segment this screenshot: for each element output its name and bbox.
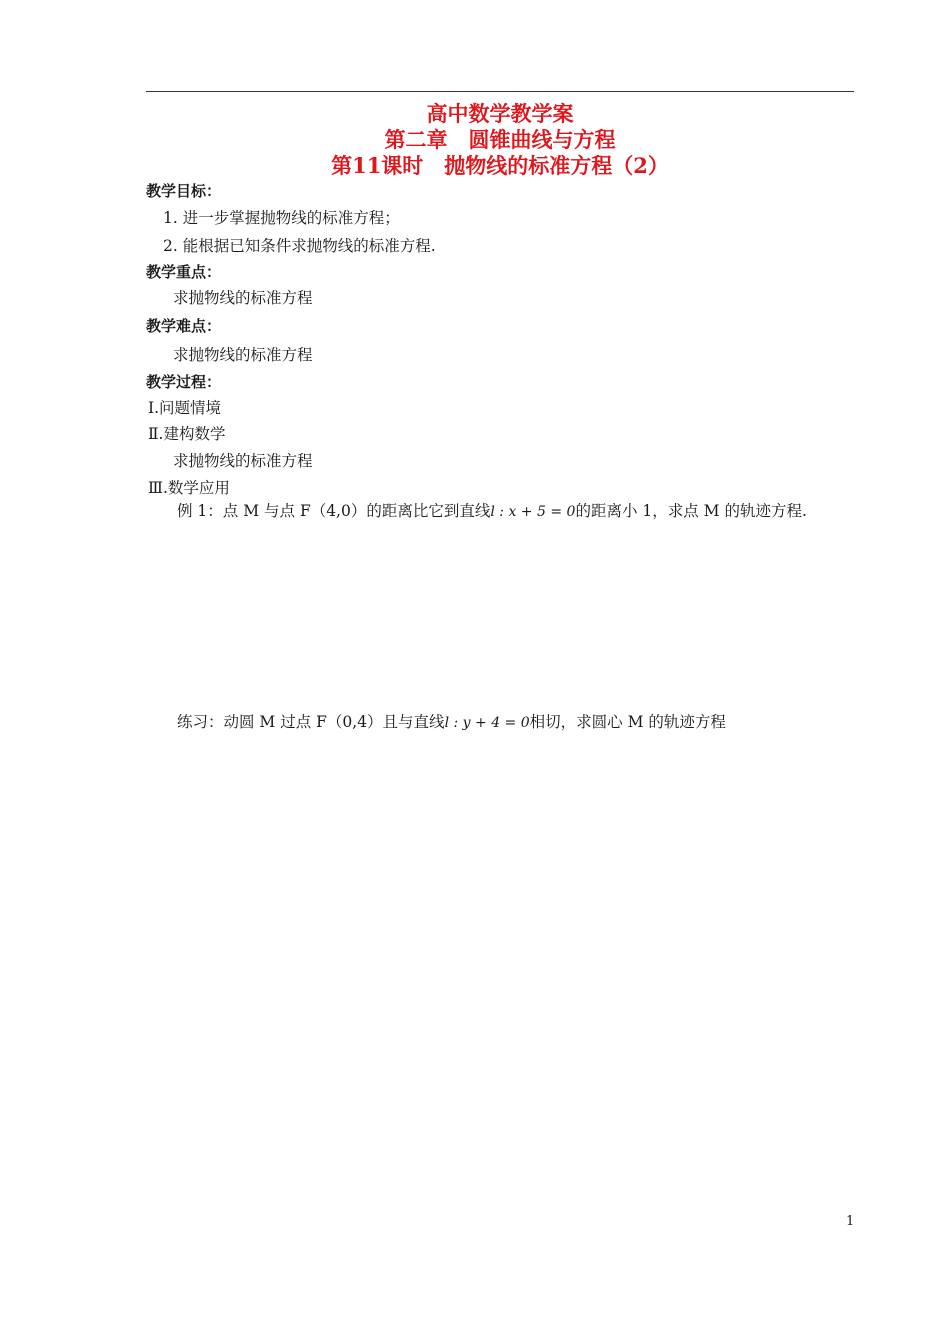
page-number: 1 xyxy=(846,1214,855,1229)
section-build-math-text: 求抛物线的标准方程 xyxy=(173,452,313,470)
exercise-text-before: 练习：动圆 M 过点 F（0,4）且与直线 xyxy=(177,713,445,731)
objectives-heading: 教学目标： xyxy=(146,182,222,200)
difficulty-text: 求抛物线的标准方程 xyxy=(173,346,313,364)
section-build-math: Ⅱ.建构数学 xyxy=(148,425,226,443)
header-rule xyxy=(146,91,854,92)
process-heading: 教学过程： xyxy=(146,373,222,391)
objective-item-1: 1. 进一步掌握抛物线的标准方程； xyxy=(163,209,400,227)
objective-item-2: 2. 能根据已知条件求抛物线的标准方程. xyxy=(163,237,436,255)
key-point-text: 求抛物线的标准方程 xyxy=(173,289,313,307)
difficulty-heading: 教学难点： xyxy=(146,317,222,335)
doc-title: 高中数学教学案 xyxy=(426,101,574,126)
exercise-equation: l : y + 4 = 0 xyxy=(444,715,530,731)
chapter-title: 第二章 圆锥曲线与方程 xyxy=(384,127,616,152)
example-1-equation: l : x + 5 = 0 xyxy=(490,504,576,520)
section-math-application: Ⅲ.数学应用 xyxy=(148,479,230,497)
example-1-text-after: 的距离小 1，求点 M 的轨迹方程. xyxy=(575,502,807,520)
section-problem-situation: Ⅰ.问题情境 xyxy=(148,399,222,417)
key-point-heading: 教学重点： xyxy=(146,263,222,281)
exercise xyxy=(177,712,726,733)
lesson-title: 第11课时 抛物线的标准方程（2） xyxy=(331,153,669,178)
exercise-text-after: 相切，求圆心 M 的轨迹方程 xyxy=(529,713,726,731)
example-1-text-before: 例 1：点 M 与点 F（4,0）的距离比它到直线 xyxy=(177,502,491,520)
example-1 xyxy=(177,501,807,522)
